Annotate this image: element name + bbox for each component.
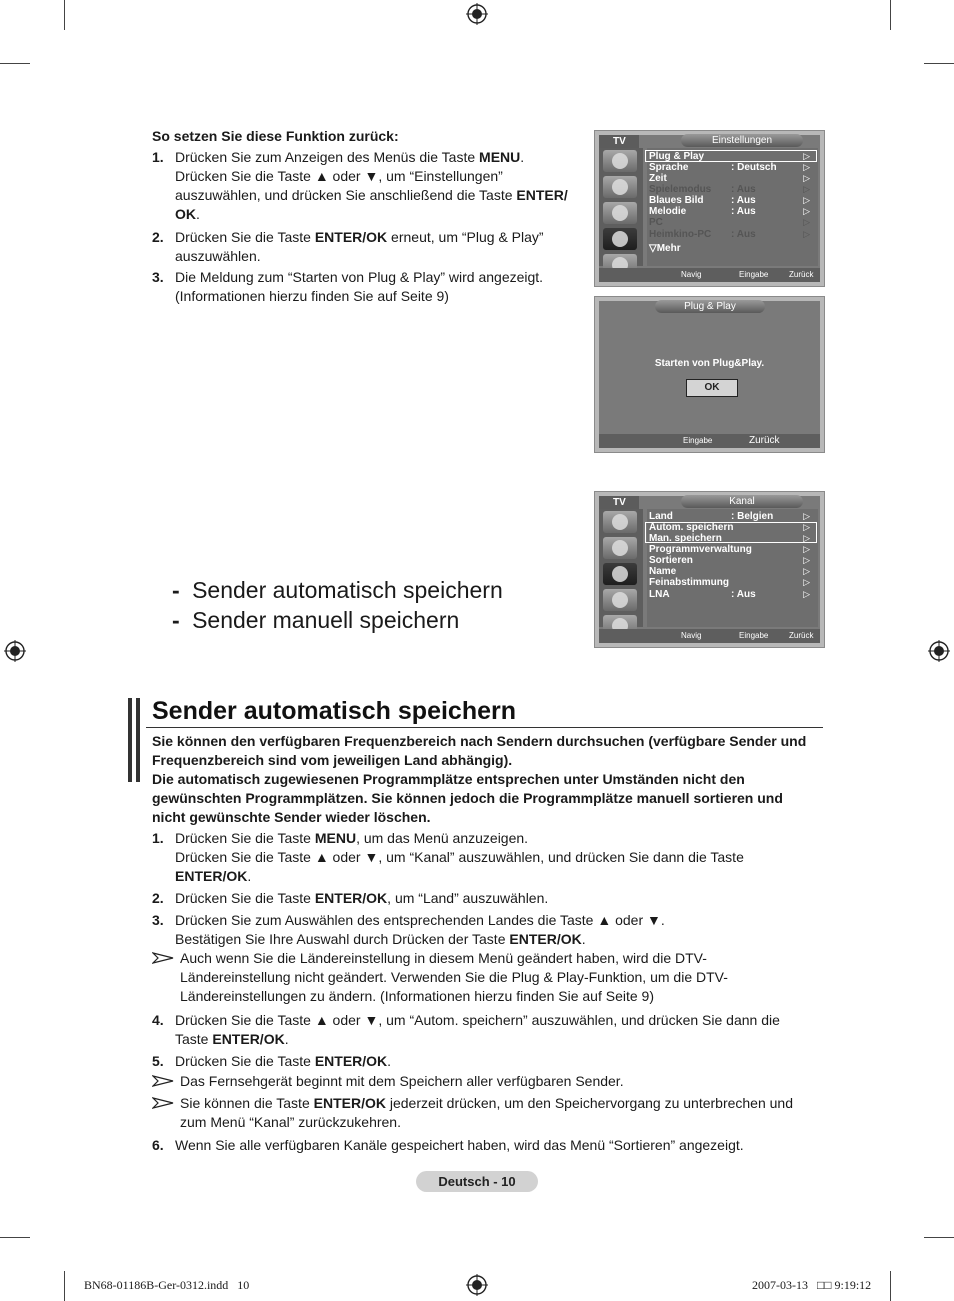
text-line [175, 268, 543, 287]
registration-mark-icon [928, 640, 950, 662]
text-run: . [284, 1031, 289, 1047]
text-line [175, 1136, 744, 1155]
step-text [175, 911, 665, 949]
submenu-arrow-icon: ▷ [803, 533, 810, 543]
crop-mark [0, 63, 30, 64]
text-line [175, 848, 744, 867]
text-line [175, 889, 548, 908]
text-run: Drücken Sie zum Anzeigen des Menüs die Taste [175, 149, 480, 165]
menu-einstellungen [594, 130, 825, 287]
menu-item-label: LNA [649, 589, 670, 600]
eingabe-hint: Eingabe [739, 631, 769, 640]
text-run: zum Menü “Kanal” zurückzukehren. [180, 1114, 401, 1130]
note-arrow-icon [152, 949, 174, 969]
menu-item-label: Plug & Play [649, 151, 705, 162]
sound-icon [603, 176, 637, 198]
toc-item [172, 606, 459, 634]
text-run: Drücken Sie die Taste [175, 229, 315, 245]
menu-item-label: Sortieren [649, 555, 693, 566]
text-run: Ländereinstellung nicht geändert. Verwenden Sie die Plug & Play-Funktion, um die DTV- [180, 969, 728, 985]
intro-line: Die automatisch zugewiesenen Programmplätze entsprechen unter Umständen nicht den [152, 771, 745, 787]
menu-item[interactable] [647, 511, 818, 522]
picture-icon [603, 511, 637, 533]
menu-item-label: Man. speichern [649, 533, 722, 544]
menu-item[interactable] [647, 162, 818, 173]
step-number: 1. [152, 149, 164, 165]
crop-mark [924, 63, 954, 64]
menu-title: Plug & Play [655, 300, 765, 313]
menu-footer [599, 268, 820, 282]
submenu-arrow-icon: ▷ [803, 217, 810, 227]
text-line [180, 987, 728, 1006]
intro-line: Sie können den verfügbaren Frequenzbereich nach Sendern durchsuchen (verfügbare Sender und [152, 733, 807, 749]
menu-item-label: PC [649, 217, 663, 228]
menu-item-list [647, 148, 818, 266]
step-text [175, 1052, 391, 1071]
text-run: Sie können die Taste [180, 1095, 314, 1111]
step-number: 1. [152, 830, 164, 846]
step-number: 2. [152, 229, 164, 245]
menu-item[interactable] [647, 229, 818, 240]
menu-icon-column [599, 509, 643, 627]
menu-item-label: Land [649, 511, 673, 522]
step-text [175, 228, 544, 266]
text-run: , um “Land” auszuwählen. [387, 890, 549, 906]
menu-item[interactable] [647, 577, 818, 588]
text-line [180, 949, 728, 968]
menu-item[interactable] [647, 184, 818, 195]
menu-item-label: Autom. speichern [649, 522, 734, 533]
text-line [175, 1052, 391, 1071]
menu-title: Einstellungen [681, 134, 803, 147]
submenu-arrow-icon: ▷ [803, 151, 810, 161]
text-run: Auch wenn Sie die Ländereinstellung in diesem Menü geändert haben, wird die DTV- [180, 950, 707, 966]
menu-item[interactable] [647, 173, 818, 184]
step-text [180, 1094, 793, 1132]
step-text [175, 1136, 744, 1155]
text-run: Drücken Sie die Taste ▲ oder ▼, um “Autom. speichern” auszuwählen, und drücken Sie dann die [175, 1012, 780, 1028]
text-run: . [581, 931, 586, 947]
menu-kanal [594, 491, 825, 648]
text-run: erneut, um “Plug & Play” [387, 229, 544, 245]
text-run: , um das Menü anzuzeigen. [356, 830, 529, 846]
step-number: 2. [152, 890, 164, 906]
step-text [175, 829, 744, 886]
intro-line: gewünschten Programmplätzen. Sie können jedoch die Programmplätze manuell sortieren und [152, 790, 783, 806]
keyword: OK [175, 206, 196, 222]
registration-mark-icon [466, 3, 488, 25]
keyword: ENTER/OK [314, 1053, 388, 1069]
text-run: Die Meldung zum “Starten von Plug & Play” wird angezeigt. [175, 269, 544, 285]
menu-item-value: : Aus [731, 229, 756, 240]
menu-item-label: Blaues Bild [649, 195, 704, 206]
menu-item[interactable] [647, 589, 818, 600]
text-line [175, 867, 744, 886]
submenu-arrow-icon: ▷ [803, 555, 810, 565]
menu-item[interactable] [647, 195, 818, 206]
menu-item-value: : Aus [731, 184, 756, 195]
keyword: ENTER/OK [175, 868, 248, 884]
text-run: Ländereinstellungen zu ändern. (Informationen hierzu finden Sie auf Seite 9) [180, 988, 654, 1004]
crop-mark [890, 1271, 891, 1301]
step-text [175, 148, 568, 224]
text-run: Drücken Sie die Taste ▲ oder ▼, um “Kanal” auszuwählen, und drücken Sie dann die Taste [175, 849, 744, 865]
text-line [175, 911, 665, 930]
toc-label: Sender manuell speichern [192, 607, 460, 633]
text-run: auszuwählen, und drücken Sie anschließend die Taste [175, 187, 517, 203]
section-title: Sender automatisch speichern [152, 697, 517, 725]
menu-item-value: : Aus [731, 589, 756, 600]
submenu-arrow-icon: ▷ [803, 589, 810, 599]
ok-button[interactable]: OK [686, 379, 738, 397]
text-run: Das Fernsehgerät beginnt mit dem Speichern aller verfügbaren Sender. [180, 1073, 624, 1089]
eingabe-hint: Eingabe [683, 436, 713, 445]
navig-hint: Navig [681, 631, 702, 640]
navig-hint: Navig [681, 270, 702, 279]
plugplay-message: Starten von Plug&Play. [654, 358, 765, 369]
menu-title: Kanal [681, 495, 803, 508]
menu-item[interactable] [647, 555, 818, 566]
channel-icon [603, 563, 637, 585]
note-arrow-icon [152, 1094, 174, 1114]
submenu-arrow-icon: ▷ [803, 229, 810, 239]
menu-item-label: ▽Mehr [649, 243, 681, 254]
step-text [180, 949, 728, 1006]
slug-date: 2007-03-13 □□ 9:19:12 [752, 1278, 872, 1292]
text-line [175, 1011, 780, 1030]
submenu-arrow-icon: ▷ [803, 173, 810, 183]
menu-highlight [645, 150, 817, 162]
reset-heading: So setzen Sie diese Funktion zurück: [152, 128, 399, 144]
text-line [175, 1030, 780, 1049]
menu-icon-column [599, 148, 643, 266]
menu-item[interactable] [647, 206, 818, 217]
text-run: Bestätigen Sie Ihre Auswahl durch Drücken der Taste [175, 931, 510, 947]
step-number: 3. [152, 912, 164, 928]
menu-item-label: Melodie [649, 206, 687, 217]
submenu-arrow-icon: ▷ [803, 577, 810, 587]
registration-mark-icon [4, 640, 26, 662]
menu-tv-label: TV [599, 135, 639, 148]
intro-line: nicht gewünschte Sender wieder löschen. [152, 809, 431, 825]
menu-background [599, 301, 820, 448]
menu-plugplay [594, 296, 825, 453]
menu-item[interactable] [647, 217, 818, 228]
crop-mark [0, 1237, 30, 1238]
text-line [175, 247, 544, 266]
text-run: . [247, 868, 252, 884]
menu-item[interactable] [647, 566, 818, 577]
step-number: 4. [152, 1012, 164, 1028]
section-rule [146, 727, 823, 728]
step-number: 6. [152, 1137, 164, 1153]
text-run: . [196, 206, 200, 222]
text-line [180, 1113, 793, 1132]
note-arrow-icon [152, 1072, 174, 1092]
menu-item-label: Sprache [649, 162, 689, 173]
menu-tv-label: TV [599, 496, 639, 509]
step-text [175, 268, 543, 306]
submenu-arrow-icon: ▷ [803, 206, 810, 216]
keyword: ENTER/OK [509, 931, 582, 947]
text-run: Drücken Sie die Taste [175, 890, 315, 906]
menu-item-value: : Aus [731, 195, 756, 206]
toc-dash: - [172, 577, 180, 603]
text-line [175, 287, 543, 306]
toc-item [172, 576, 503, 604]
menu-item[interactable] [647, 544, 818, 555]
text-run: Drücken Sie die Taste [175, 830, 315, 846]
text-line [175, 148, 568, 167]
submenu-arrow-icon: ▷ [803, 195, 810, 205]
step-number: 3. [152, 269, 164, 285]
text-run: auszuwählen. [175, 248, 261, 264]
text-line [175, 205, 568, 224]
text-run: jederzeit drücken, um den Speichervorgang zu unterbrechen und [385, 1095, 794, 1111]
keyword: MENU [479, 149, 521, 165]
text-line [175, 186, 568, 205]
crop-mark [64, 0, 65, 30]
crop-mark [924, 1237, 954, 1238]
registration-mark-icon [466, 1274, 488, 1296]
menu-item-label: Name [649, 566, 677, 577]
menu-item-value: : Aus [731, 206, 756, 217]
text-line [180, 968, 728, 987]
zurueck-hint: Zurück [789, 270, 814, 279]
text-line [180, 1094, 793, 1113]
submenu-arrow-icon: ▷ [803, 522, 810, 532]
text-run: Drücken Sie die Taste [175, 1053, 315, 1069]
text-run: . [520, 149, 525, 165]
menu-item-label: Feinabstimmung [649, 577, 730, 588]
picture-icon [603, 150, 637, 172]
text-line [175, 228, 544, 247]
keyword: ENTER/OK [314, 229, 388, 245]
text-run: Taste [175, 1031, 213, 1047]
section-bar [136, 698, 140, 782]
keyword: ENTER/OK [313, 1095, 386, 1111]
eingabe-hint: Eingabe [739, 270, 769, 279]
step-number: 5. [152, 1053, 164, 1069]
toc-dash: - [172, 607, 180, 633]
text-run: . [387, 1053, 392, 1069]
setup-icon [603, 589, 637, 611]
toc-label: Sender automatisch speichern [192, 577, 503, 603]
text-line [180, 1072, 624, 1091]
keyword: MENU [314, 830, 357, 846]
step-text [180, 1072, 624, 1091]
sound-icon [603, 537, 637, 559]
menu-item-label: Programmverwaltung [649, 544, 752, 555]
intro-line: Frequenzbereich sind vom jeweiligen Land abhängig). [152, 752, 513, 768]
section-bar [128, 698, 132, 782]
page-label: Deutsch - 10 [416, 1171, 538, 1192]
step-text [175, 1011, 780, 1049]
menu-item[interactable] [647, 243, 818, 254]
menu-footer [599, 434, 820, 448]
submenu-arrow-icon: ▷ [803, 544, 810, 554]
menu-item-label: Spielemodus [649, 184, 712, 195]
menu-item-label: Zeit [649, 173, 667, 184]
channel-icon [603, 202, 637, 224]
crop-mark [64, 1271, 65, 1301]
slug-file: BN68-01186B-Ger-0312.indd 10 [84, 1278, 250, 1292]
menu-item-value: : Deutsch [731, 162, 777, 173]
text-line [175, 829, 744, 848]
keyword: ENTER/ [516, 187, 568, 203]
zurueck-hint: Zurück [789, 631, 814, 640]
keyword: ENTER/OK [314, 890, 388, 906]
setup-icon [603, 228, 637, 250]
text-run: Wenn Sie alle verfügbaren Kanäle gespeichert haben, wird das Menü “Sortieren” angezeigt. [175, 1137, 744, 1153]
text-line [175, 930, 665, 949]
step-text [175, 889, 548, 908]
submenu-arrow-icon: ▷ [803, 162, 810, 172]
crop-mark [890, 0, 891, 30]
menu-highlight [645, 522, 817, 543]
text-run: Drücken Sie zum Auswählen des entsprechenden Landes die Taste ▲ oder ▼. [175, 912, 665, 928]
submenu-arrow-icon: ▷ [803, 184, 810, 194]
zurueck-hint: Zurück [749, 435, 780, 446]
submenu-arrow-icon: ▷ [803, 566, 810, 576]
menu-item-label: Heimkino-PC [649, 229, 712, 240]
text-run: (Informationen hierzu finden Sie auf Seite 9) [175, 288, 449, 304]
menu-item-value: : Belgien [731, 511, 774, 522]
keyword: ENTER/OK [212, 1031, 285, 1047]
text-line [175, 167, 568, 186]
submenu-arrow-icon: ▷ [803, 511, 810, 521]
text-run: Drücken Sie die Taste ▲ oder ▼, um “Einstellungen” [175, 168, 503, 184]
menu-footer [599, 629, 820, 643]
